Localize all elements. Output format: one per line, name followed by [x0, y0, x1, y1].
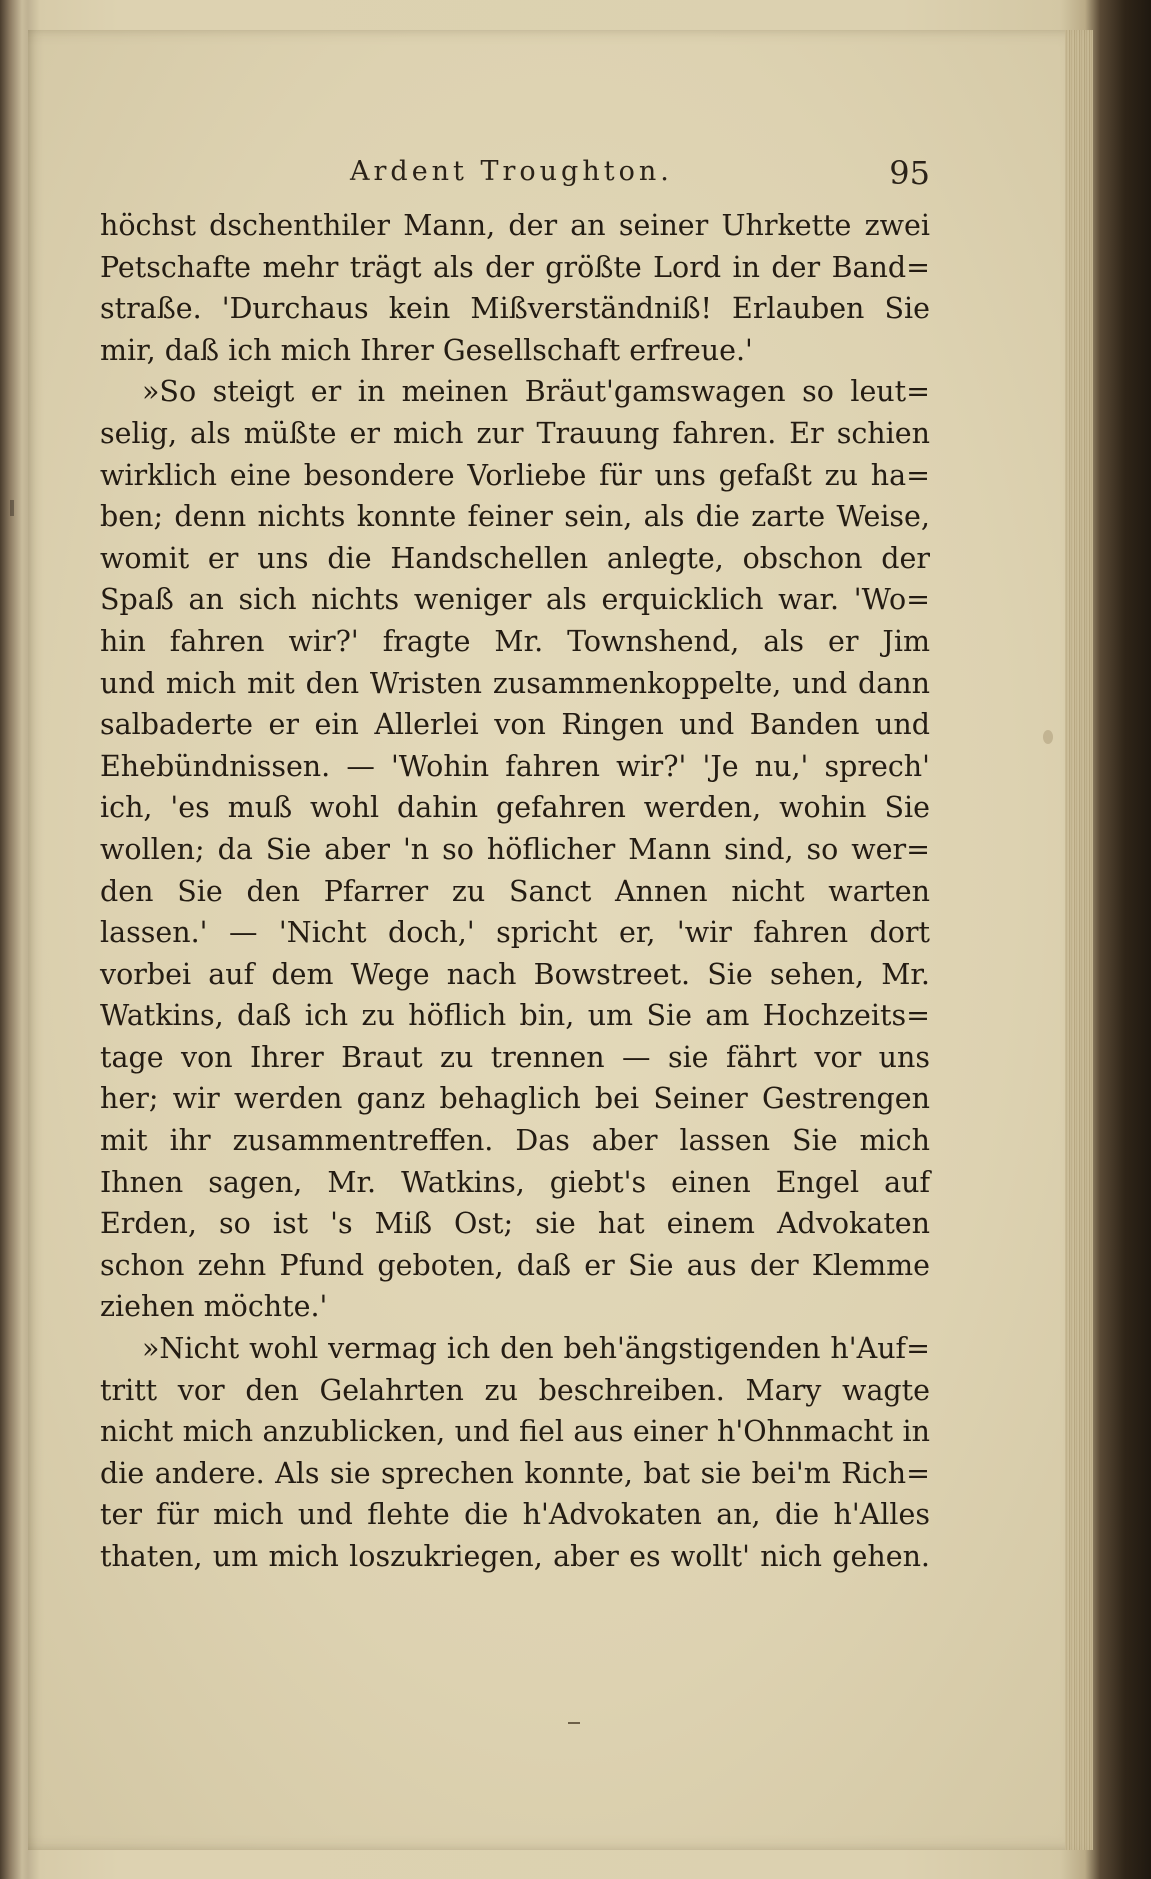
body-text: [100, 205, 930, 1578]
text-line: Erden, so ist 's Miß Ost; sie hat einem Advokaten: [100, 1207, 930, 1241]
text-line: Watkins, daß ich zu höflich bin, um Sie am Hochzeits=: [100, 999, 930, 1033]
text-line: mir, daß ich mich Ihrer Gesellschaft erfreue.': [100, 333, 753, 367]
text-line: höchst dschenthiler Mann, der an seiner Uhrkette zwei: [100, 209, 930, 242]
running-head: Ardent Troughton.: [350, 156, 673, 187]
text-line: womit er uns die Handschellen anlegte, obschon der: [100, 541, 930, 575]
text-line: salbaderte er ein Allerlei von Ringen und Banden und: [100, 708, 930, 742]
text-line: die andere. Als sie sprechen konnte, bat sie bei'm Rich=: [100, 1456, 930, 1490]
text-line: ben; denn nichts konnte feiner sein, als die zarte Weise,: [100, 500, 930, 534]
text-line: den Sie den Pfarrer zu Sanct Annen nicht warten: [100, 874, 930, 908]
page-edges: [1065, 30, 1093, 1850]
text-line: Spaß an sich nichts weniger als erquicklich war. 'Wo=: [100, 583, 930, 617]
text-line: tage von Ihrer Braut zu trennen — sie fährt vor uns: [100, 1040, 930, 1074]
text-line: Petschafte mehr trägt als der größte Lord in der Band=: [100, 250, 930, 284]
text-line: Ehebündnissen. — 'Wohin fahren wir?' 'Je nu,' sprech': [100, 749, 930, 783]
paper-stain: [1043, 730, 1053, 744]
text-line: und mich mit den Wristen zusammenkoppelte, und dann: [100, 666, 930, 700]
page-number: 95: [889, 154, 930, 192]
text-line: tritt vor den Gelahrten zu beschreiben. Mary wagte: [100, 1373, 930, 1407]
text-line: lassen.' — 'Nicht doch,' spricht er, 'wir fahren dort: [100, 916, 930, 950]
text-line: her; wir werden ganz behaglich bei Seiner Gestrengen: [100, 1082, 930, 1116]
text-line: Ihnen sagen, Mr. Watkins, giebt's einen Engel auf: [100, 1165, 930, 1199]
text-line: »Nicht wohl vermag ich den beh'ängstigenden h'Auf=: [142, 1332, 930, 1366]
text-line: nicht mich anzublicken, und fiel aus einer h'Ohnmacht in: [100, 1415, 930, 1449]
text-line: wirklich eine besondere Vorliebe für uns gefaßt zu ha=: [100, 458, 930, 492]
footer-dash: [568, 1722, 580, 1724]
page-header: [100, 156, 930, 196]
text-line: ich, 'es muß wohl dahin gefahren werden, wohin Sie: [100, 791, 930, 825]
text-line: selig, als müßte er mich zur Trauung fahren. Er schien: [100, 416, 930, 450]
text-line: hin fahren wir?' fragte Mr. Townshend, als er Jim: [100, 624, 930, 658]
text-line: ziehen möchte.': [100, 1290, 328, 1324]
text-line: schon zehn Pfund geboten, daß er Sie aus der Klemme: [100, 1248, 930, 1282]
text-line: ter für mich und flehte die h'Advokaten an, die h'Alles: [100, 1498, 930, 1532]
text-line: wollen; da Sie aber 'n so höflicher Mann sind, so wer=: [100, 832, 930, 866]
binding-mark: [10, 500, 14, 516]
text-line: mit ihr zusammentreffen. Das aber lassen Sie mich: [100, 1124, 930, 1158]
text-line: thaten, um mich loszukriegen, aber es wollt' nich gehen.: [100, 1540, 930, 1573]
text-line: vorbei auf dem Wege nach Bowstreet. Sie sehen, Mr.: [100, 957, 930, 991]
text-line: straße. 'Durchaus kein Mißverständniß! Erlauben Sie: [100, 292, 930, 326]
text-line: »So steigt er in meinen Bräut'gamswagen so leut=: [142, 375, 930, 409]
